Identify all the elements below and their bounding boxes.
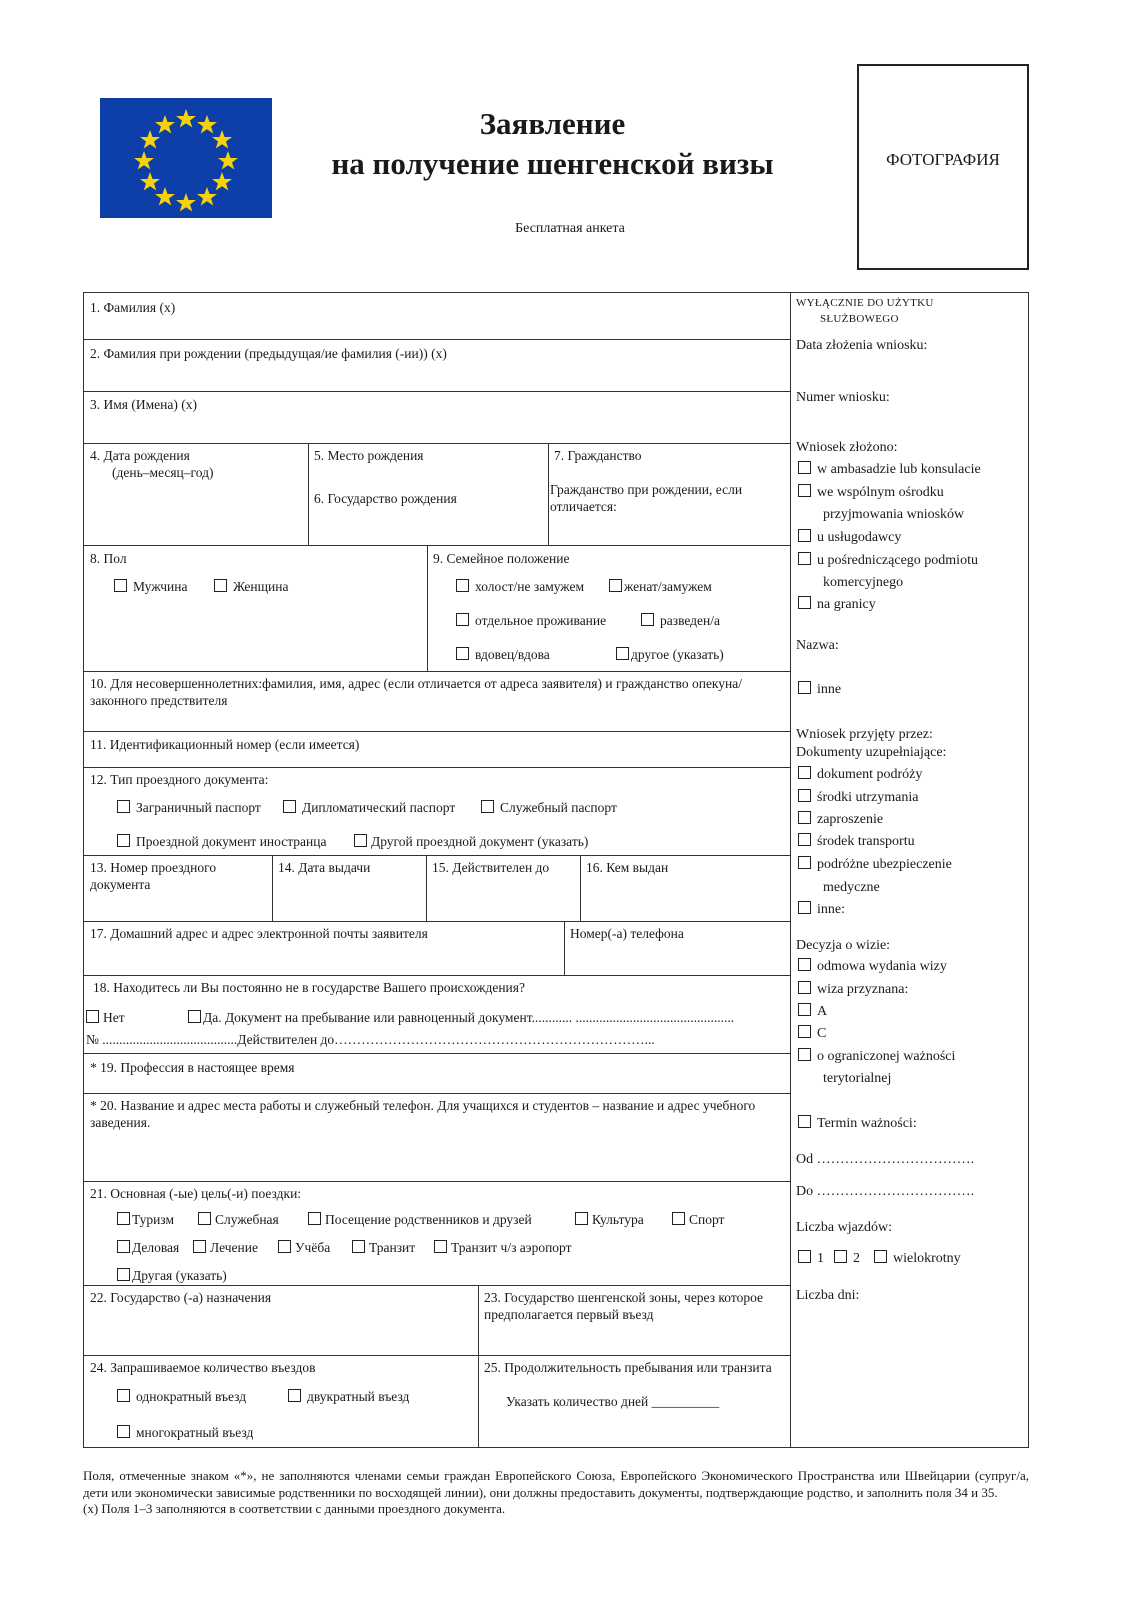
submitted-border[interactable]: na granicy: [798, 596, 876, 613]
checkbox[interactable]: [798, 981, 811, 994]
support-travel-doc[interactable]: dokument podróży: [798, 766, 922, 783]
submitted-embassy[interactable]: w ambasadzie lub konsulacie: [798, 461, 981, 478]
decision-type-c[interactable]: C: [798, 1025, 826, 1042]
checkbox[interactable]: [874, 1250, 887, 1263]
field-7-birth-citizenship[interactable]: Гражданство при рождении, если отличается:: [550, 482, 743, 514]
supporting-docs: Dokumenty uzupełniające:: [796, 745, 947, 760]
field-5-birth-place[interactable]: 5. Место рождения: [314, 448, 424, 463]
days-number: Liczba dni:: [796, 1288, 860, 1303]
checkbox[interactable]: [117, 800, 130, 813]
checkbox[interactable]: [456, 613, 469, 626]
validity-to[interactable]: Do …………………………….: [796, 1184, 975, 1199]
field-1-surname[interactable]: 1. Фамилия (x): [90, 300, 176, 315]
purpose-airport-transit[interactable]: Транзит ч/з аэропорт: [434, 1239, 572, 1256]
name-label: Nazwa:: [796, 638, 839, 653]
checkbox[interactable]: [798, 766, 811, 779]
support-insurance[interactable]: podróżne ubezpieczenie: [798, 856, 952, 873]
field-10-guardian[interactable]: 10. Для несовершеннолетних:фамилия, имя, адрес (если отличается от адреса заявителя) и гражданство опекуна/законного предствителя: [90, 676, 743, 708]
eu-flag: [100, 98, 272, 218]
entries-multiple[interactable]: wielokrotny: [874, 1250, 961, 1267]
purpose-medical[interactable]: Лечение: [193, 1239, 258, 1256]
checkbox[interactable]: [114, 579, 127, 592]
checkbox[interactable]: [117, 1240, 130, 1253]
field-16-issued-by[interactable]: 16. Кем выдан: [586, 860, 669, 875]
field-15-valid-until[interactable]: 15. Действителен до: [432, 860, 550, 875]
purpose-transit[interactable]: Транзит: [352, 1239, 415, 1256]
purpose-culture[interactable]: Культура: [575, 1211, 644, 1228]
support-insurance-line2: medyczne: [823, 880, 880, 895]
checkbox[interactable]: [117, 1389, 130, 1402]
residence-no-option[interactable]: Нет: [86, 1009, 125, 1026]
field-2-birth-surname[interactable]: 2. Фамилия при рождении (предыдущая/ие фамилия (-ии)) (x): [90, 346, 447, 361]
field-19-occupation[interactable]: * 19. Профессия в настоящее время: [90, 1060, 295, 1075]
decision-type-a[interactable]: A: [798, 1003, 827, 1020]
entries-single-option[interactable]: однократный въезд: [117, 1388, 246, 1405]
checkbox[interactable]: [616, 647, 629, 660]
doc-alien-option[interactable]: Проездной документ иностранца: [117, 833, 326, 850]
field-25-duration[interactable]: 25. Продолжительность пребывания или транзита: [484, 1360, 772, 1375]
doc-passport-option[interactable]: Заграничный паспорт: [117, 799, 261, 816]
checkbox[interactable]: [798, 811, 811, 824]
checkbox[interactable]: [798, 1250, 811, 1263]
checkbox[interactable]: [434, 1240, 447, 1253]
checkbox[interactable]: [641, 613, 654, 626]
checkbox[interactable]: [798, 681, 811, 694]
official-use-header-line2: SŁUŻBOWEGO: [820, 313, 899, 325]
submitted-common-centre[interactable]: we wspólnym ośrodku: [798, 484, 944, 501]
checkbox[interactable]: [798, 1115, 811, 1128]
decision-refused[interactable]: odmowa wydania wizy: [798, 958, 947, 975]
form-title: Заявление: [479, 106, 626, 141]
residence-doc-number[interactable]: № ........................................Действителен до……………………………………………………………...: [86, 1032, 655, 1047]
checkbox[interactable]: [214, 579, 227, 592]
field-14-issue-date[interactable]: 14. Дата выдачи: [278, 860, 371, 875]
checkbox[interactable]: [193, 1240, 206, 1253]
submitted-intermediary-line2: komercyjnego: [823, 575, 904, 590]
checkbox[interactable]: [117, 834, 130, 847]
other-option[interactable]: inne: [798, 681, 841, 698]
checkbox[interactable]: [288, 1389, 301, 1402]
checkbox[interactable]: [456, 579, 469, 592]
checkbox[interactable]: [609, 579, 622, 592]
checkbox[interactable]: [798, 789, 811, 802]
checkbox[interactable]: [798, 1003, 811, 1016]
field-4-format: (день–месяц–год): [112, 465, 214, 480]
purpose-other[interactable]: Другая (указать): [117, 1267, 227, 1284]
submitted-provider[interactable]: u usługodawcy: [798, 529, 901, 546]
field-3-first-name[interactable]: 3. Имя (Имена) (x): [90, 397, 197, 412]
field-25-days[interactable]: Указать количество дней __________: [506, 1394, 720, 1409]
checkbox[interactable]: [798, 1048, 811, 1061]
visa-decision: Decyzja o wizie:: [796, 938, 891, 953]
official-use-header: WYŁĄCZNIE DO UŻYTKU: [796, 297, 934, 309]
validity-term[interactable]: Termin ważności:: [798, 1115, 917, 1132]
accepted-by: Wniosek przyjęty przez:: [796, 727, 933, 742]
field-8-sex: 8. Пол: [90, 551, 127, 566]
field-17-phone[interactable]: Номер(-а) телефона: [570, 926, 684, 941]
checkbox[interactable]: [798, 856, 811, 869]
field-6-birth-country[interactable]: 6. Государство рождения: [314, 491, 457, 506]
marital-married-option[interactable]: женат/замужем: [609, 578, 712, 595]
photo-box[interactable]: [857, 64, 1029, 270]
checkbox[interactable]: [575, 1212, 588, 1225]
checkbox[interactable]: [798, 958, 811, 971]
field-13-doc-number[interactable]: 13. Номер проездного документа: [90, 860, 217, 892]
checkbox[interactable]: [798, 1025, 811, 1038]
purpose-sport[interactable]: Спорт: [672, 1211, 724, 1228]
checkbox[interactable]: [834, 1250, 847, 1263]
application-number: Numer wniosku:: [796, 390, 890, 405]
field-17-address[interactable]: 17. Домашний адрес и адрес электронной почты заявителя: [90, 926, 428, 941]
field-21-purpose: 21. Основная (-ые) цель(-и) поездки:: [90, 1186, 302, 1201]
checkbox[interactable]: [352, 1240, 365, 1253]
decision-limited[interactable]: o ograniczonej ważności: [798, 1048, 955, 1065]
decision-limited-line2: terytorialnej: [823, 1071, 892, 1086]
field-20-employer[interactable]: * 20. Название и адрес места работы и служебный телефон. Для учащихся и студентов – название и адрес учебного заведения.: [90, 1098, 756, 1130]
form-title-line2: на получение шенгенской визы: [331, 146, 774, 181]
field-7-citizenship[interactable]: 7. Гражданство: [554, 448, 642, 463]
doc-service-option[interactable]: Служебный паспорт: [481, 799, 617, 816]
checkbox[interactable]: [798, 833, 811, 846]
submitted-intermediary[interactable]: u pośredniczącego podmiotu: [798, 552, 978, 569]
footer-note-1: Поля, отмеченные знаком «*», не заполняются членами семьи граждан Европейского Союза, Европейского Экономического Пространства или Швейцарии (супруг/а, дети или экономически зависимые родственники по восходящей линии), они должны предоставить документы, подтверждающие родство, и заполнить поля 34 и 35.: [83, 1468, 1029, 1500]
marital-separated-option[interactable]: отдельное проживание: [456, 612, 606, 629]
field-11-id-number[interactable]: 11. Идентификационный номер (если имеется): [90, 737, 360, 752]
checkbox[interactable]: [798, 529, 811, 542]
checkbox[interactable]: [672, 1212, 685, 1225]
doc-other-option[interactable]: Другой проездной документ (указать): [354, 833, 588, 850]
marital-other-option[interactable]: другое (указать): [616, 646, 724, 663]
entries-double-option[interactable]: двукратный въезд: [288, 1388, 409, 1405]
support-transport[interactable]: środek transportu: [798, 833, 915, 850]
purpose-business-trip[interactable]: Служебная: [198, 1211, 279, 1228]
entries-one[interactable]: 1: [798, 1250, 824, 1267]
doc-diplomatic-option[interactable]: Дипломатический паспорт: [283, 799, 455, 816]
checkbox[interactable]: [481, 800, 494, 813]
checkbox[interactable]: [283, 800, 296, 813]
submitted-at: Wniosek złożono:: [796, 440, 898, 455]
footer-note-2: (x) Поля 1–3 заполняются в соответствии с данными проездного документа.: [83, 1501, 506, 1516]
checkbox[interactable]: [798, 596, 811, 609]
field-22-destination[interactable]: 22. Государство (-а) назначения: [90, 1290, 272, 1305]
form-subtitle: Бесплатная анкета: [515, 221, 625, 236]
support-other[interactable]: inne:: [798, 901, 845, 918]
purpose-business[interactable]: Деловая: [117, 1239, 179, 1256]
field-23-first-entry[interactable]: 23. Государство шенгенской зоны, через которое предполагается первый въезд: [484, 1290, 763, 1322]
checkbox[interactable]: [798, 484, 811, 497]
checkbox[interactable]: [278, 1240, 291, 1253]
photo-label: ФОТОГРАФИЯ: [886, 150, 1000, 169]
residence-yes-option[interactable]: Да. Документ на пребывание или равноценный документ............ ...............................................: [188, 1009, 734, 1026]
support-invitation[interactable]: zaproszenie: [798, 811, 883, 828]
checkbox[interactable]: [198, 1212, 211, 1225]
checkbox[interactable]: [798, 901, 811, 914]
application-form: [83, 292, 1029, 1448]
sex-male-option[interactable]: Мужчина: [114, 578, 187, 595]
field-24-entries: 24. Запрашиваемое количество въездов: [90, 1360, 316, 1375]
validity-from[interactable]: Od …………………………….: [796, 1152, 975, 1167]
checkbox[interactable]: [188, 1010, 201, 1023]
entries-number: Liczba wjazdów:: [796, 1220, 893, 1235]
footer-notes: [83, 1468, 1029, 1518]
checkbox[interactable]: [117, 1425, 130, 1438]
checkbox[interactable]: [354, 834, 367, 847]
checkbox[interactable]: [117, 1268, 130, 1281]
submission-date: Data złożenia wniosku:: [796, 338, 928, 353]
checkbox[interactable]: [456, 647, 469, 660]
field-4-birth-date[interactable]: 4. Дата рождения: [90, 448, 190, 463]
support-means[interactable]: środki utrzymania: [798, 789, 918, 806]
purpose-tourism[interactable]: Туризм: [117, 1211, 174, 1228]
marital-widowed-option[interactable]: вдовец/вдова: [456, 646, 550, 663]
submitted-common-centre-line2: przyjmowania wniosków: [823, 507, 965, 522]
entries-two[interactable]: 2: [834, 1250, 860, 1267]
field-18-residence: 18. Находитесь ли Вы постоянно не в государстве Вашего происхождения?: [93, 980, 525, 995]
field-12-document-type: 12. Тип проездного документа:: [90, 772, 269, 787]
checkbox[interactable]: [86, 1010, 99, 1023]
sex-female-option[interactable]: Женщина: [214, 578, 288, 595]
decision-granted[interactable]: wiza przyznana:: [798, 981, 908, 998]
marital-divorced-option[interactable]: разведен/а: [641, 612, 720, 629]
purpose-family-visit[interactable]: Посещение родственников и друзей: [308, 1211, 532, 1228]
marital-single-option[interactable]: холост/не замужем: [456, 578, 584, 595]
field-9-marital-status: 9. Семейное положение: [433, 551, 570, 566]
entries-multiple-option[interactable]: многократный въезд: [117, 1424, 253, 1441]
checkbox[interactable]: [798, 461, 811, 474]
checkbox[interactable]: [798, 552, 811, 565]
purpose-study[interactable]: Учёба: [278, 1239, 330, 1256]
checkbox[interactable]: [117, 1212, 130, 1225]
checkbox[interactable]: [308, 1212, 321, 1225]
